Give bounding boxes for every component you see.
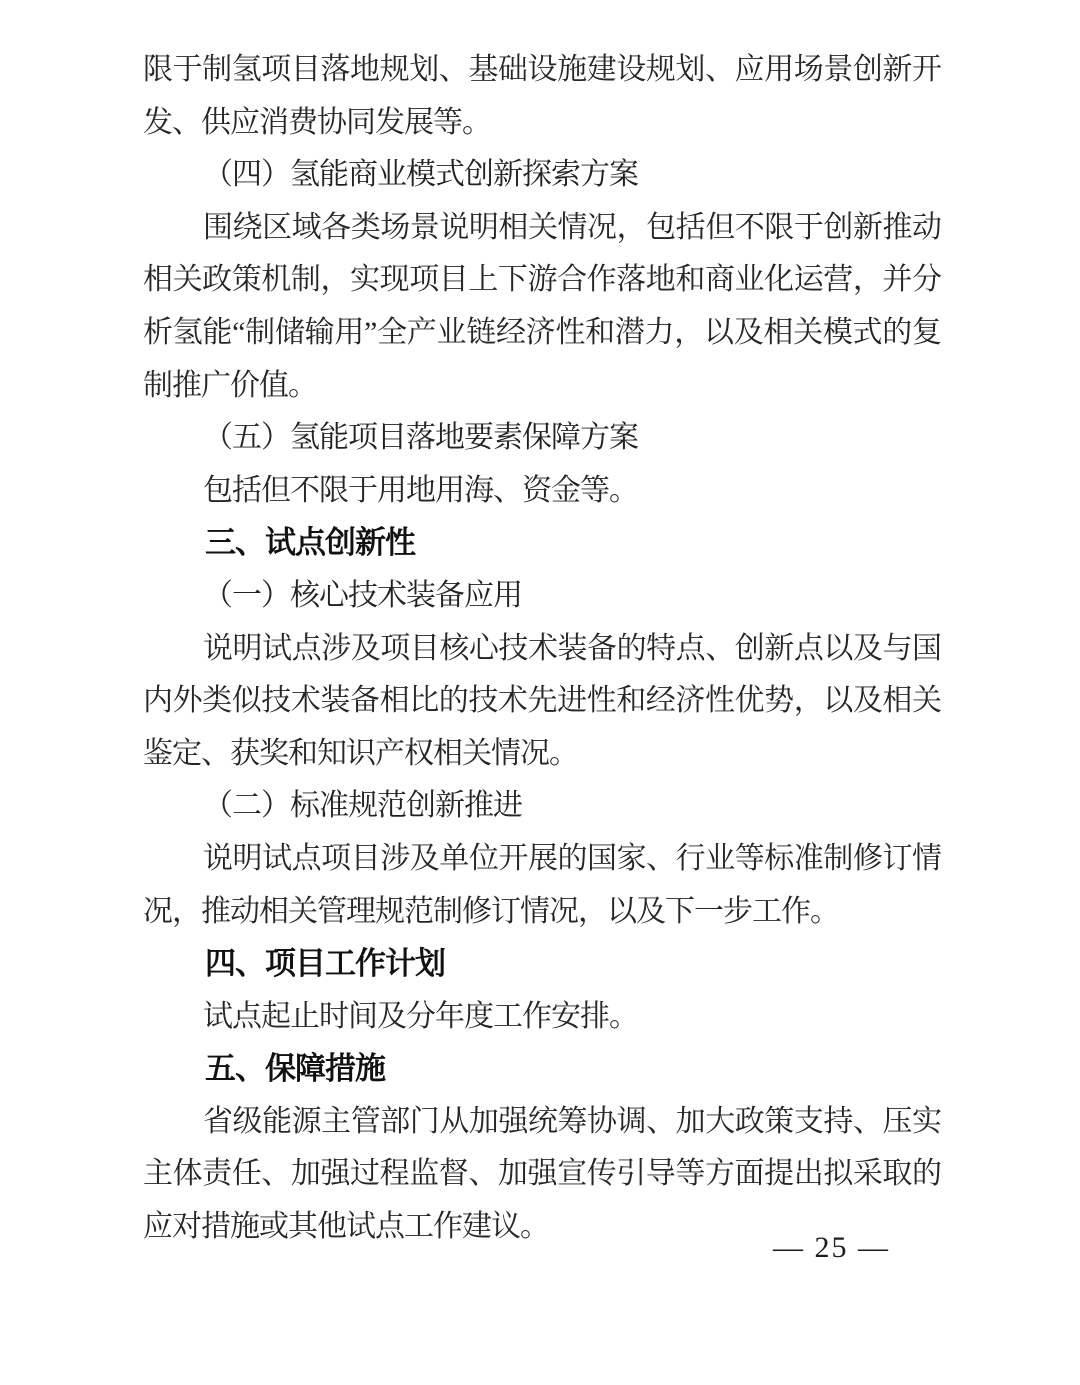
body-paragraph: 包括但不限于用地用海、资金等。: [203, 473, 638, 507]
sub-section-heading: （五）氢能项目落地要素保障方案: [203, 421, 638, 455]
sub-section-heading: （二）标准规范创新推进: [203, 789, 522, 823]
sub-section-heading: （一）核心技术装备应用: [203, 578, 522, 612]
section-heading: 四、项目工作计划: [205, 946, 445, 982]
section-heading: 五、保障措施: [205, 1051, 385, 1087]
body-paragraph-continued: 限于制氢项目落地规划、基础设施建设规划、应用场景创新开发、供应消费协同发展等。: [143, 53, 941, 139]
body-paragraph: 省级能源主管部门从加强统筹协调、加大政策支持、压实主体责任、加强过程监督、加强宣传引导等方面提出拟采取的应对措施或其他试点工作建议。: [143, 1104, 941, 1244]
body-paragraph: 围绕区域各类场景说明相关情况，包括但不限于创新推动相关政策机制，实现项目上下游合作落地和商业化运营，并分析氢能“制储输用”全产业链经济性和潜力，以及相关模式的复制推广价值。: [143, 210, 941, 402]
page-number: — 25 —: [773, 1231, 890, 1264]
document-content: [143, 44, 941, 1254]
body-paragraph: 说明试点项目涉及单位开展的国家、行业等标准制修订情况，推动相关管理规范制修订情况，以及下一步工作。: [143, 841, 941, 928]
sub-section-heading: （四）氢能商业模式创新探索方案: [203, 158, 638, 192]
body-paragraph: 试点起止时间及分年度工作安排。: [203, 999, 638, 1033]
body-paragraph: 说明试点涉及项目核心技术装备的特点、创新点以及与国内外类似技术装备相比的技术先进性和经济性优势，以及相关鉴定、获奖和知识产权相关情况。: [143, 631, 941, 770]
section-heading: 三、试点创新性: [205, 525, 415, 561]
